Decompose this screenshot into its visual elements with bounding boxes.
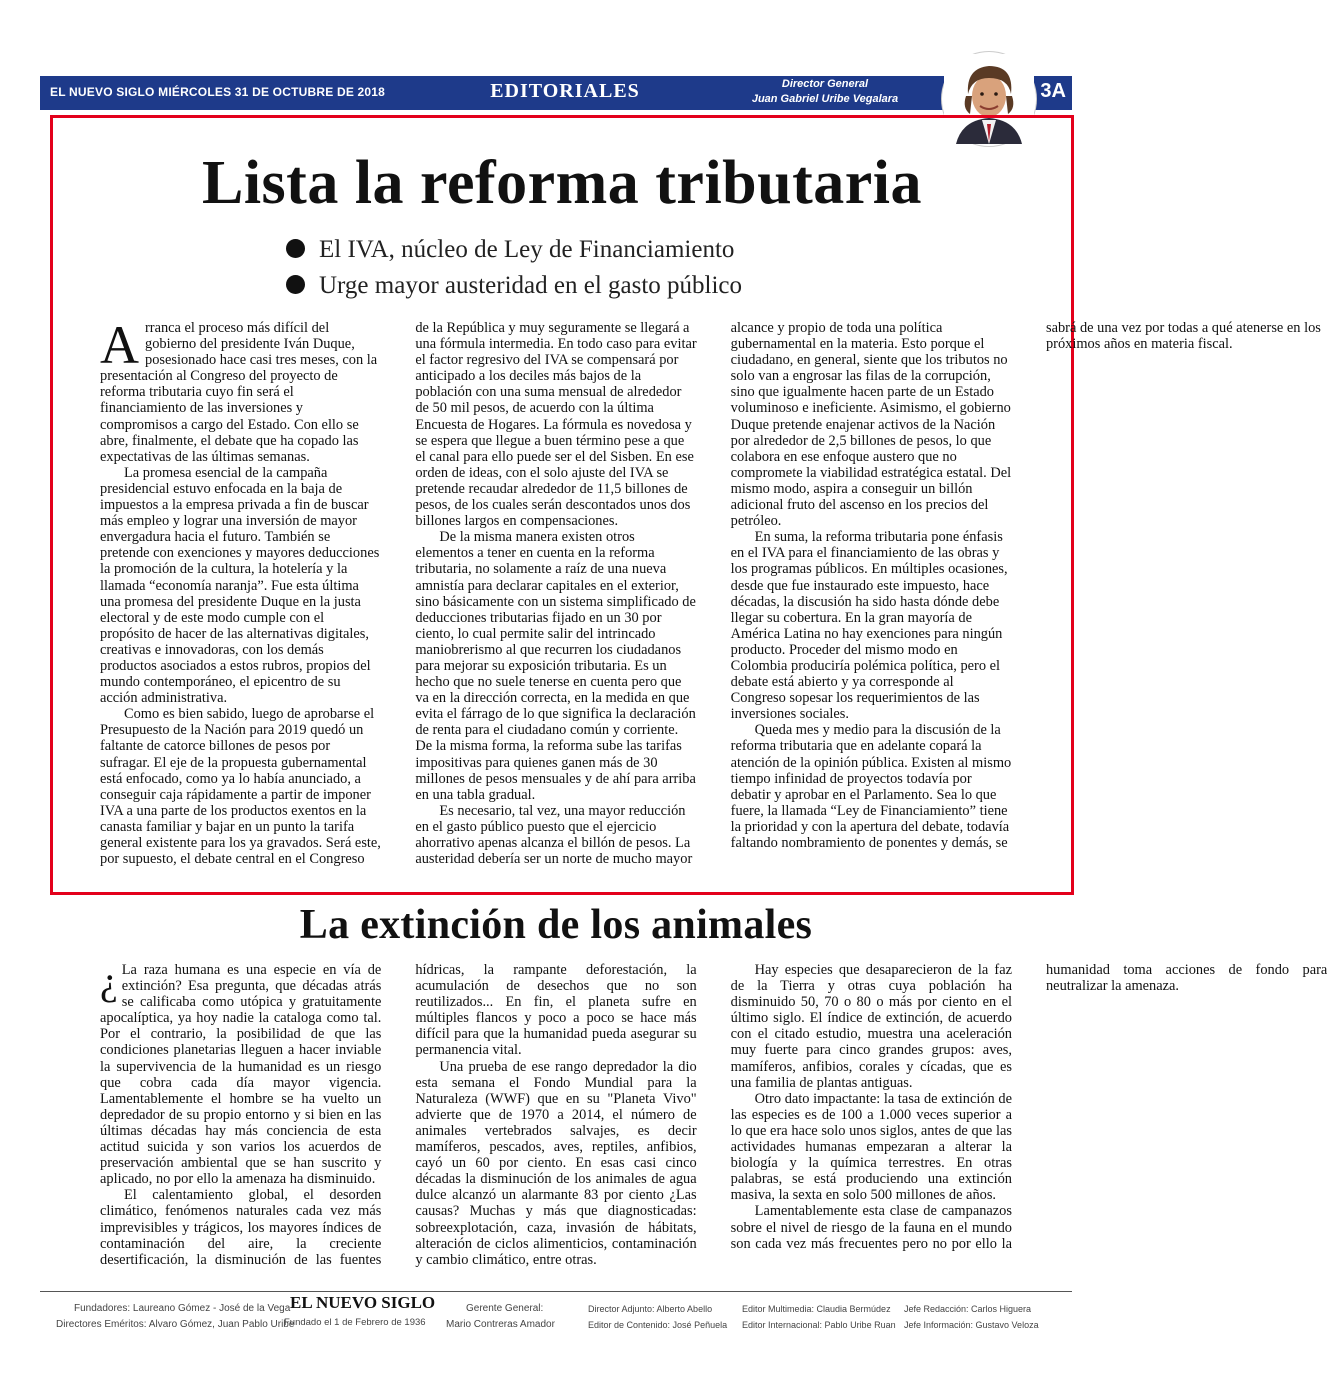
body-paragraph: Una prueba de ese rango depredador la dio esta semana el Fondo Mundial para la Naturaleza (WWF) que en su "Planeta Vivo" advierte que de 1970 a 2014, el número de animales vertebrados salvajes, es decir mamíferos, pescados, aves, reptiles, anfibios, cayó un 60 por ciento. En esas casi cinco décadas la disminución de los animales de agua dulce alcanzó un alarmante 83 por ciento ¿Las causas? Muchas y más que diagnosticadas: sobreexplotación, caza, invasión de hábitats, alteración de ciclos alimenticios, contaminación y cambio climático, entre otras. [415, 1058, 697, 1268]
body-paragraph: En suma, la reforma tributaria pone énfasis en el IVA para el financiamiento de las obras y los programas públicos. En múltiples ocasiones, desde que fue instaurado este impuesto, hace décadas, la discusión ha sido hasta dónde debe llegar su cobertura. En la gran mayoría de América Latina no hay exenciones para ningún producto. Proceder del mismo modo en Colombia produciría polémica política, pero el debate está abierto y ya corresponde al Congreso sopesar los requerimientos de las inversiones sociales. [730, 529, 1008, 723]
body-paragraph: Otro dato impactante: la tasa de extinción de las especies es de 100 a 1.000 veces superior a lo que era hace solo unos siglos, antes de que las actividades humanas empezaran a alterar la biología y la química terrestres. En otras palabras, se está produciendo una extinción masiva, la sexta en solo 500 millones de años. [730, 1090, 1012, 1204]
director-credit [730, 77, 920, 107]
editorial-1-body [100, 315, 1321, 882]
footer-divider [40, 1291, 1072, 1292]
editorial-1-title: Lista la reforma tributaria [201, 149, 923, 217]
footer-international: Editor Internacional: Pablo Uribe Ruan [742, 1320, 896, 1330]
director-title: Director General [781, 78, 869, 90]
bullet-dot-icon [286, 275, 305, 294]
lead-question-mark: ¿ [100, 958, 118, 1003]
footer-information: Jefe Información: Gustavo Veloza [904, 1320, 1039, 1330]
paragraph-text: rranca el proceso más difícil del gobierno del presidente Iván Duque, posesionado hace casi tres meses, con la presentación al Congreso del proyecto de reforma tributaria cuyo fin será el financiamiento de las inversiones y compromisos a cargo del Estado. Con ello se abre, finalmente, el debate que ha copado las expectativas de las últimas semanas. [100, 320, 378, 465]
bullet-text: Urge mayor austeridad en el gasto público [319, 272, 743, 299]
footer-founded: Fundado el 1 de Febrero de 1936 [284, 1317, 426, 1328]
page-number: 3A [1040, 80, 1066, 102]
body-paragraph: Queda mes y medio para la discusión de la reforma tributaria que en adelante copará la atención de la opinión pública. Existen al mismo tiempo infinidad de proyectos todavía por debatir y aprobar en el Parlamento. Sea lo que fuere, la llamada “Ley de Financiamiento” tiene la prioridad y con la apertura del debate, todavía faltando nombramiento de ponentes y demás, se sabrá de una vez por todas a qué atenerse en los próximos años en materia fiscal. [730, 320, 1321, 851]
footer-founders: Fundadores: Laureano Gómez - José de la Vega [74, 1303, 291, 1314]
paragraph-text: La raza humana es una especie en vía de extinción? Esa pregunta, que décadas atrás se calificaba como utópica y gratuitamente apocalíptica, ya hoy nadie la cataloga como tal. Por el contrario, la posibilidad de que las condiciones planetarias lleguen a hacer inviable la supervivencia de la humanidad es un riesgo que cobra cada día mayor vigencia. Lamentablemente el hombre se ha vuelto un depredador de su propio entorno y si bien en las últimas décadas hay más conciencia de esta actitud suicida y son varios los acuerdos de preservación ambiental que se han suscrito y aplicado, no por ello la amenaza ha disminuido. [100, 962, 382, 1188]
body-paragraph [100, 315, 381, 465]
editorial-1-summary [286, 232, 846, 304]
body-paragraph: Lamentablemente esta clase de campanazos sobre el nivel de riesgo de la fauna en el mundo son cada vez más frecuentes pero no por ello la humanidad toma acciones de fondo para neutralizar la amenaza. [730, 962, 1327, 1252]
bullet-dot-icon [286, 239, 305, 258]
drop-cap: A [100, 315, 139, 375]
body-paragraph [100, 958, 382, 1188]
summary-bullet [286, 232, 846, 268]
body-paragraph: Es necesario, tal vez, una mayor reducción en el gasto público puesto que el ejercicio ahorrativo apenas alcanza el billón de pesos. La austeridad debería ser un norte de mucho mayor alcance y propio de toda una política gubernamental en la materia. Esto porque el ciudadano, en general, siente que los tributos no solo van a engrosar las filas de la corrupción, sino que igualmente hacen parte de un Estado voluminoso e ineficiente. Asimismo, el gobierno Duque pretende enajenar activos de la Nación por alrededor de 2,5 billones de pesos, lo que colabora en ese enfoque austero que no compromete la viabilidad estratégica estatal. Del mismo modo, aspira a conseguir un billón adicional fruto del ascenso en los precios del petróleo. [415, 320, 1012, 868]
newspaper-logo: EL NUEVO SIGLO [290, 1293, 436, 1312]
footer-newsroom: Jefe Redacción: Carlos Higuera [904, 1304, 1032, 1314]
section-header [40, 76, 1072, 110]
footer-manager-name: Mario Contreras Amador [446, 1319, 555, 1330]
body-paragraph: Hay especies que desaparecieron de la faz de la Tierra y otras cuya población ha disminuido 50, 70 o 80 o más por ciento en el último siglo. El índice de extinción, de acuerdo con el citado estudio, muestra una aceleración muy fuerte para cinco grandes grupos: aves, mamíferos, anfibios, corales y cícadas, que es una familia de plantas antiguas. [730, 962, 1012, 1091]
footer-emeritus: Directores Eméritos: Alvaro Gómez, Juan Pablo Uribe [56, 1319, 295, 1330]
footer-manager-title: Gerente General: [466, 1303, 544, 1314]
body-paragraph: De la misma manera existen otros elementos a tener en cuenta en la reforma tributaria, no solamente a raíz de una nueva amnistía para declarar capitales en el exterior, sino básicamente con un sistema simplificado de deducciones tributarias fijado en un 30 por ciento, lo cual permite salir del intrincado maniobrerismo al que recurren los ciudadanos para mejorar su exposición tributaria. Es un hecho que no suele tenerse en cuenta pero que va en la dirección correcta, en la medida en que evita el fárrago de lo que significa la declaración de renta para el ciudadano común y corriente. De la misma forma, la reforma sube las tarifas impositivas para quienes ganen más de 30 millones de pesos mensuales y de ahí para arriba en una tabla gradual. [415, 529, 696, 803]
body-paragraph: La promesa esencial de la campaña presidencial estuvo enfocada en la baja de impuestos a la empresa privada a fin de buscar más empleo y lograr una inversión de mayor envergadura hacia el futuro. También se pretende con exenciones y mayores deducciones la promoción de la cultura, la hotelería y la llamada “economía naranja”. Fue esta última una promesa del presidente Duque en la justa electoral y de este modo cumple con el propósito de hacer de las alternativas digitales, creativas e innovadoras, con los demás productos asociados a estos rubros, propios del mundo contemporáneo, el epicentro de su acción administrativa. [100, 464, 380, 707]
section-title: EDITORIALES [490, 80, 640, 102]
footer-deputy: Director Adjunto: Alberto Abello [588, 1304, 713, 1314]
bullet-text: El IVA, núcleo de Ley de Financiamiento [319, 236, 735, 263]
masthead-date: EL NUEVO SIGLO MIÉRCOLES 31 DE OCTUBRE DE 2018 [50, 85, 386, 99]
director-name: Juan Gabriel Uribe Vegalara [751, 93, 899, 105]
footer-content-editor: Editor de Contenido: José Peñuela [588, 1320, 728, 1330]
body-paragraph: El calentamiento global, el desorden climático, fenómenos naturales cada vez más imprevisibles y trágicos, los mayores índices de contaminación del aire, la creciente desertificación, la disminución de las fuentes hídricas, la rampante deforestación, la acumulación de desechos que no son reutilizados... En fin, el planeta sufre en múltiples flancos y poco a poco se hace más difícil para que la humanidad pueda asegurar su permanencia vital. [100, 962, 697, 1268]
body-paragraph: Como es bien sabido, luego de aprobarse el Presupuesto de la Nación para 2019 quedó un faltante de catorce billones de pesos por sufragar. El eje de la propuesta gubernamental está enfocado, como ya lo había anunciado, a conseguir caja rápidamente a partir de imponer IVA a una parte de los productos exentos en la canasta familiar y bajar en un punto la tarifa general existente para los ya gravados. Será este, por supuesto, el debate central en el Congreso de la República y muy seguramente se llegará a una fórmula intermedia. En todo caso para evitar el factor regresivo del IVA se compensará por anticipado a los deciles más bajos de la población con una suma mensual de alrededor de 50 mil pesos, de acuerdo con la última Encuesta de Hogares. La fórmula es novedosa y se espera que llegue a buen término pese a que el canal para ello puede ser el del Sisben. En ese orden de ideas, con el solo ajuste del IVA se pretende recaudar alrededor de 11,5 billones de pesos, de los cuales serán descontados unos dos billones largos en compensaciones. [100, 320, 697, 868]
footer-multimedia: Editor Multimedia: Claudia Bermúdez [742, 1304, 891, 1314]
summary-bullet [286, 268, 846, 304]
editorial-2-body [100, 958, 1327, 1280]
editorial-2-title: La extinción de los animales [299, 902, 813, 948]
